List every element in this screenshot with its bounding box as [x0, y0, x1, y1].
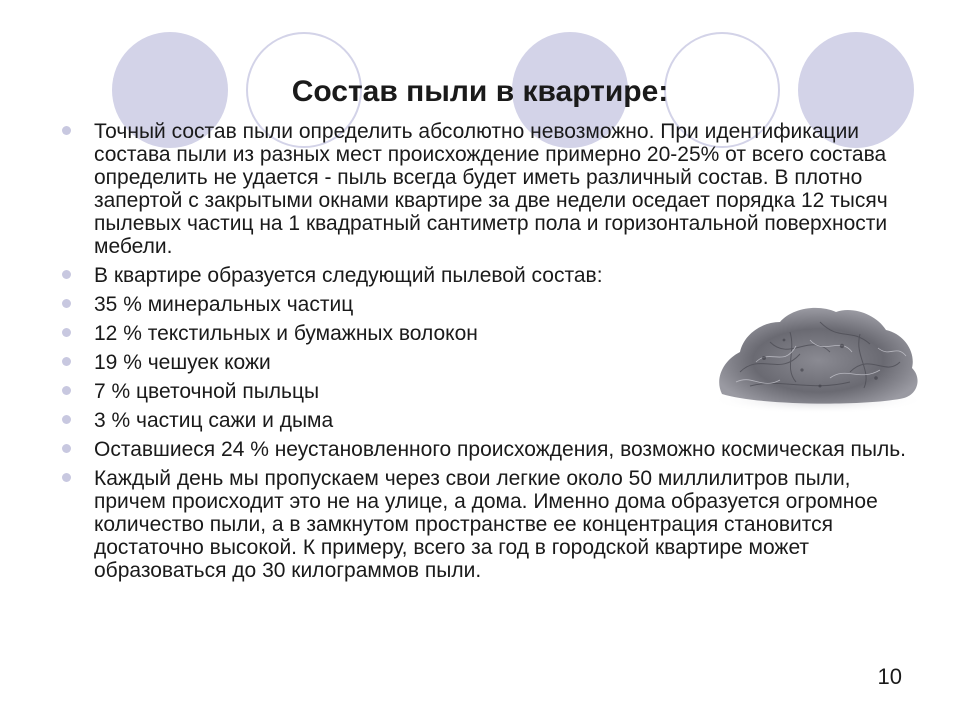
bullet-icon [62, 444, 71, 453]
bullet-icon [62, 328, 71, 337]
list-item [62, 380, 694, 403]
list-item [62, 351, 694, 374]
bullet-icon [62, 126, 71, 135]
list-item [62, 293, 694, 316]
list-item [62, 322, 694, 345]
bullet-icon [62, 299, 71, 308]
bullet-text: 3 % частиц сажи и дыма [94, 409, 334, 432]
list-item [62, 467, 922, 582]
bullet-text: 7 % цветочной пыльцы [94, 380, 320, 403]
bullet-text: Точный состав пыли определить абсолютно невозможно. При идентификации состава пыли из разных мест происхождение примерно 20-25% от всего состава определить не удается - пыль всегда будет иметь различный состав. В плотно запертой с закрытыми окнами квартире за две недели оседает порядка 12 тысяч пылевых частиц на 1 квадратный сантиметр пола и горизонтальной поверхности мебели. [94, 120, 888, 258]
bullet-text: Оставшиеся 24 % неустановленного происхождения, возможно космическая пыль. [94, 438, 907, 461]
bullet-text: Каждый день мы пропускаем через свои легкие около 50 миллилитров пыли, причем происходит это не на улице, а дома. Именно дома образуется огромное количество пыли, а в замкнутом пространстве ее концентрация становится достаточно высокой. К примеру, всего за год в городской квартире может образоваться до 30 килограммов пыли. [94, 467, 878, 582]
list-item [62, 409, 694, 432]
dust-pile-image [700, 282, 930, 422]
bullet-icon [62, 386, 71, 395]
bullet-text: В квартире образуется следующий пылевой состав: [94, 264, 603, 287]
list-item [62, 264, 694, 287]
bullet-icon [62, 357, 71, 366]
list-item [62, 438, 922, 461]
bullet-text: 12 % текстильных и бумажных волокон [94, 322, 478, 345]
slide-title: Состав пыли в квартире: [291, 75, 669, 108]
bullet-icon [62, 270, 71, 279]
bullet-text: 19 % чешуек кожи [94, 351, 271, 374]
bullet-icon [62, 473, 71, 482]
bullet-text: 35 % минеральных частиц [94, 293, 354, 316]
list-item [62, 120, 922, 258]
bullet-icon [62, 415, 71, 424]
page-number: 10 [877, 664, 902, 689]
